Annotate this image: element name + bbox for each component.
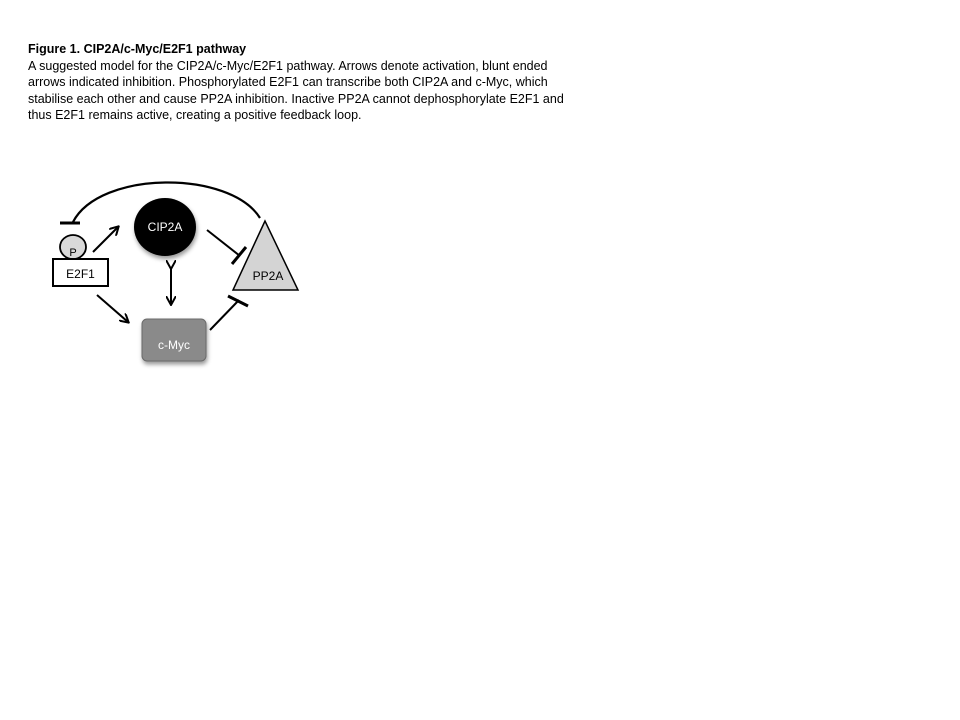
figure-title: Figure 1. CIP2A/c-Myc/E2F1 pathway [28,42,247,56]
e2f1-to-cip2a-arrow [93,227,118,252]
cip2a-label: CIP2A [147,220,183,234]
pp2a-label: PP2A [252,269,284,283]
e2f1-to-cmyc-arrow [97,295,128,322]
cmyc-inhibits-pp2a-line [210,300,239,330]
cip2a-inhibits-pp2a-line [207,230,240,256]
figure-description: A suggested model for the CIP2A/c-Myc/E2F1 pathway. Arrows denote activation, blunt ended arrows indicated inhibition. Phosphorylated E2F1 can transcribe both CIP2A and c-Myc, which stabilise each other and cause PP2A inhibition. Inactive PP2A cannot dephosphorylate E2F1 and thus E2F1 remains active, creating a positive feedback loop. [28,58,564,122]
cmyc-inhibition-bar [228,296,248,306]
cip2a-inhibition-bar [232,247,246,264]
e2f1-label: E2F1 [66,267,95,281]
cmyc-label: c-Myc [158,338,190,352]
phospho-label: P [69,247,77,259]
